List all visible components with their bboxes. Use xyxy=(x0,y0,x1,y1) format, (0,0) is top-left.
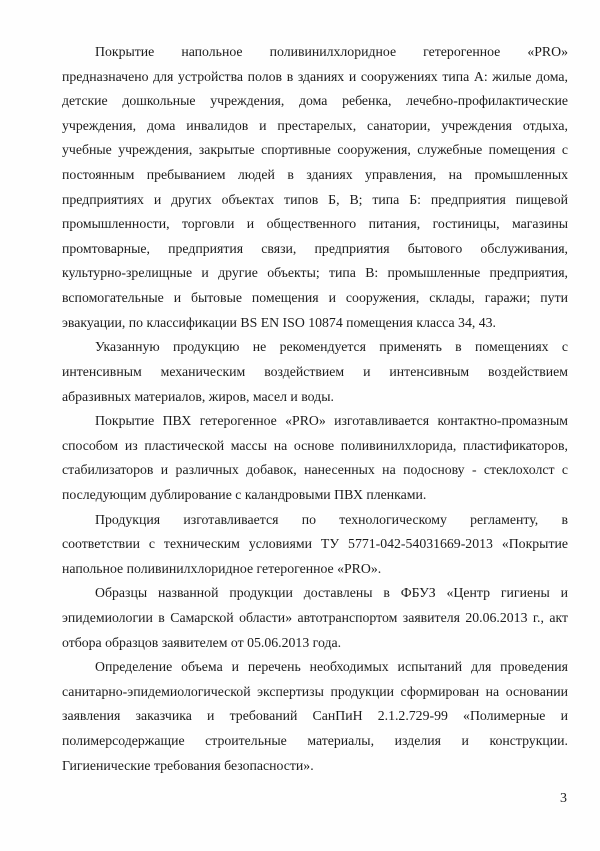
text-line: напольное поливинилхлоридное гетерогенное «PRO». xyxy=(62,560,382,576)
text-line: детские дошкольные учреждения, дома ребенка, лечебно-профилактические xyxy=(62,93,568,109)
text-line: последующим дублирование с каландровыми ПВХ пленками. xyxy=(62,486,427,502)
text-line: постоянным пребыванием людей в зданиях управления, на промышленных xyxy=(62,167,568,183)
text-line: Указанную продукцию не рекомендуется применять в помещениях с xyxy=(95,339,568,355)
text-line: отбора образцов заявителем от 05.06.2013 года. xyxy=(62,634,342,650)
text-line: заявления заказчика и требований СанПиН 2.1.2.729-99 «Полимерные и xyxy=(62,708,568,724)
text-line: предприятиях и других объектах типов Б, В; типа Б: предприятия пищевой xyxy=(62,191,568,207)
text-line: Определение объема и перечень необходимых испытаний для проведения xyxy=(95,659,568,675)
text-line: интенсивным механическим воздействием и интенсивным воздействием xyxy=(62,363,568,379)
page-number: 3 xyxy=(560,791,567,806)
text-line: способом из пластической массы на основе поливинилхлорида, пластификаторов, xyxy=(62,437,568,453)
text-line: Образцы названной продукции доставлены в ФБУЗ «Центр гигиены и xyxy=(95,585,568,601)
text-line: промтоварные, предприятия связи, предприятия бытового обслуживания, xyxy=(62,240,568,256)
text-line: учреждения, дома инвалидов и престарелых, санатории, учреждения отдыха, xyxy=(62,117,568,133)
text-line: санитарно-эпидемиологической экспертизы продукции сформирован на основании xyxy=(62,683,568,699)
text-line: эвакуации, по классификации BS EN ISO 10874 помещения класса 34, 43. xyxy=(62,314,497,330)
text-line: вспомогательные и бытовые помещения и сооружения, склады, гаражи; пути xyxy=(62,290,568,306)
text-line: соответствии с техническим условиями ТУ 5771-042-54031669-2013 «Покрытие xyxy=(62,536,568,552)
text-line: промышленности, торговли и общественного питания, гостиницы, магазины xyxy=(62,216,568,232)
document-text xyxy=(62,40,568,778)
text-line: стабилизаторов и различных добавок, нанесенных на подоснову - стеклохолст с xyxy=(62,462,568,478)
text-line: полимерсодержащие строительные материалы, изделия и конструкции. xyxy=(62,733,568,749)
text-line: Гигиенические требования безопасности». xyxy=(62,757,314,773)
text-line: абразивных материалов, жиров, масел и воды. xyxy=(62,388,334,404)
text-line: Покрытие ПВХ гетерогенное «PRO» изготавливается контактно-промазным xyxy=(95,413,568,429)
text-line: эпидемиологии в Самарской области» автотранспортом заявителя 20.06.2013 г., акт xyxy=(62,610,568,626)
text-line: Покрытие напольное поливинилхлоридное гетерогенное «PRO» xyxy=(95,44,568,59)
text-line: предназначено для устройства полов в зданиях и сооружениях типа А: жилые дома, xyxy=(62,68,568,84)
text-line: культурно-зрелищные и другие объекты; типа В: промышленные предприятия, xyxy=(62,265,568,281)
text-line: Продукция изготавливается по технологическому регламенту, в xyxy=(95,511,568,527)
text-line: учебные учреждения, закрытые спортивные сооружения, служебные помещения с xyxy=(62,142,568,158)
